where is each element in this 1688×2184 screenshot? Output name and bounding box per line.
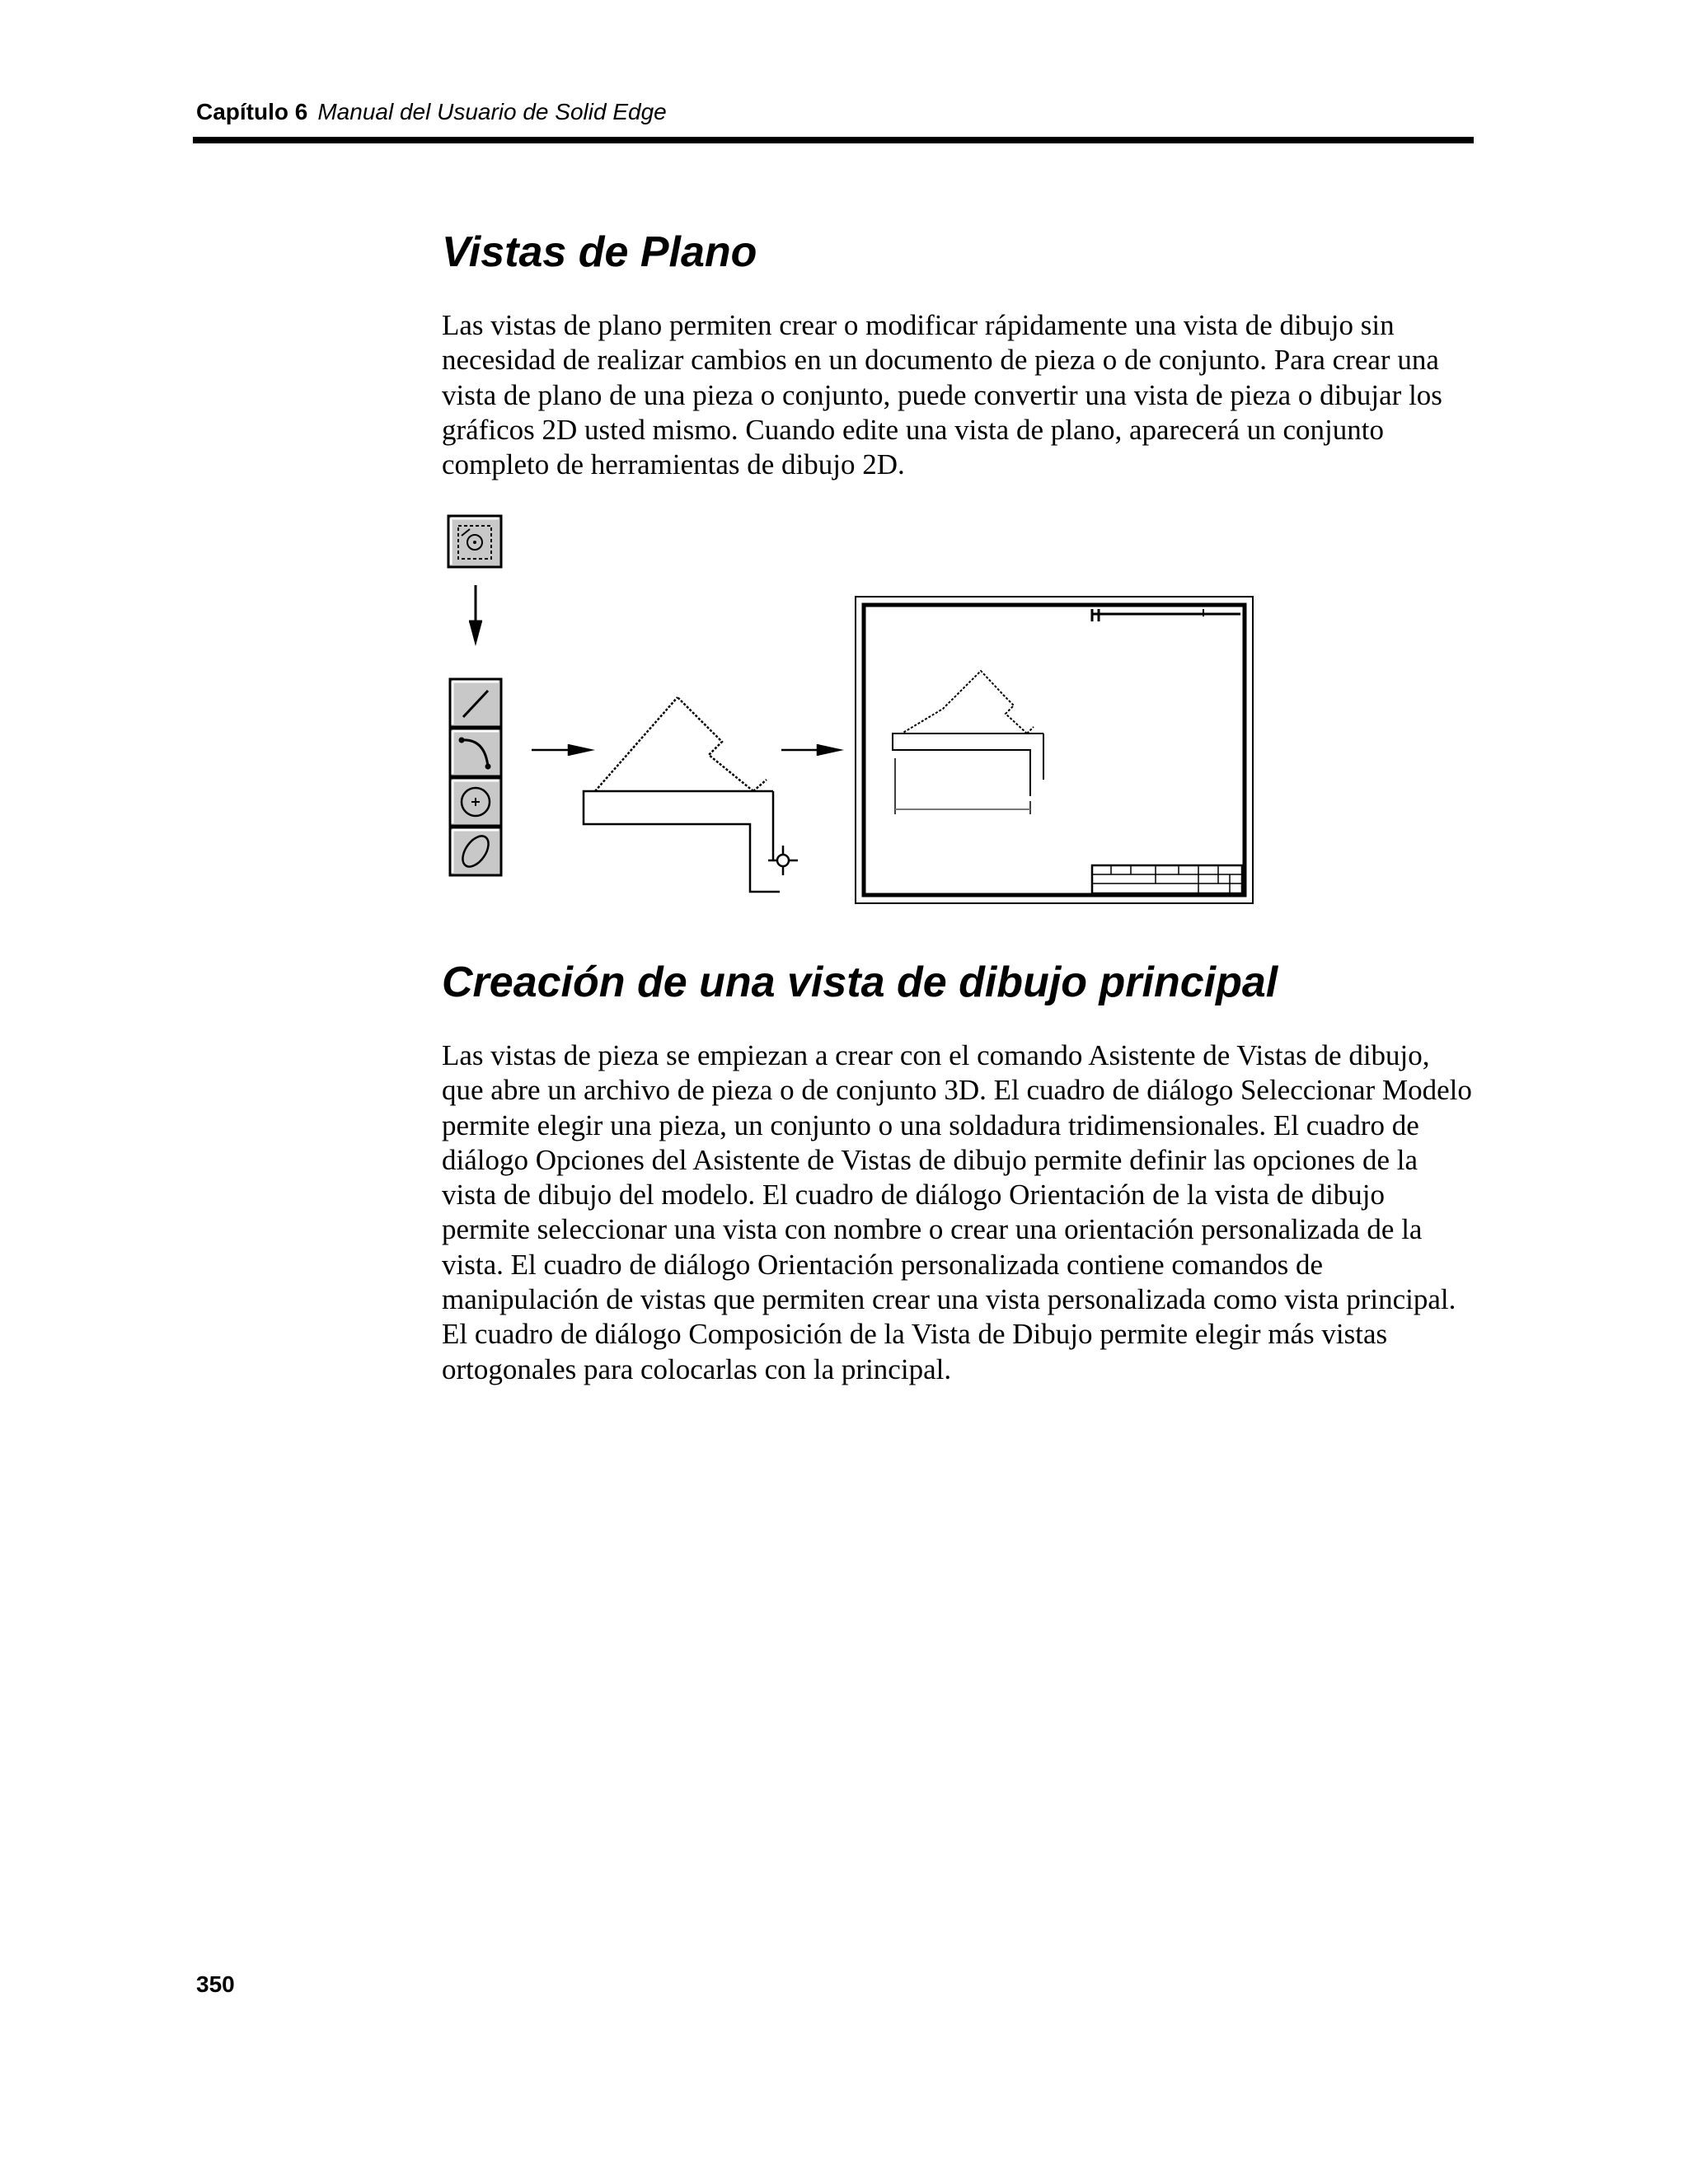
plan-view-figure — [437, 511, 1261, 907]
arc-icon — [450, 729, 501, 776]
page-number: 350 — [196, 1971, 235, 1997]
header-rule — [193, 137, 1474, 143]
running-header — [196, 97, 667, 127]
body-paragraph-creacion-vista-principal: Las vistas de pieza se empiezan a crear con el comando Asistente de Vistas de dibujo, que abre un archivo de pieza o de conjunto 3D. El cuadro de diálogo Seleccionar Modelo permite elegir una pieza, un conjunto o una soldadura tridimensionales. El cuadro de diálogo Opciones del Asistente de Vistas de dibujo permite definir las opciones de la vista de dibujo del modelo. El cuadro de diálogo Orientación de la vista de dibujo permite seleccionar una vista con nombre o crear una orientación personalizada de la vista. El cuadro de diálogo Orientación personalizada contiene comandos de manipulación de vistas que permiten crear una vista personalizada como vista principal. El cuadro de diálogo Composición de la Vista de Dibujo permite elegir más vistas ortogonales para colocarlas con la principal. — [442, 1039, 1472, 1385]
chapter-label: Capítulo 6 — [196, 99, 308, 124]
plan-view-icon — [448, 516, 501, 567]
right-arrow-icon — [781, 744, 844, 756]
body-paragraph-vistas-de-plano: Las vistas de plano permiten crear o modificar rápidamente una vista de dibujo sin necesidad de realizar cambios en un documento de pieza o de conjunto. Para crear una vista de plano de una pieza o conjunto, puede convertir una vista de pieza o dibujar los gráficos 2D usted mismo. Cuando edite una vista de plano, aparecerá un conjunto completo de herramientas de dibujo 2D. — [442, 309, 1442, 481]
right-arrow-icon — [532, 744, 595, 756]
drawing-sheet — [856, 597, 1253, 903]
ellipse-icon — [450, 827, 501, 875]
sketch-profile — [584, 697, 780, 892]
circle-icon — [450, 778, 501, 826]
section-heading-creacion-vista-principal: Creación de una vista de dibujo principal — [442, 958, 1278, 1006]
book-title: Manual del Usuario de Solid Edge — [317, 99, 667, 124]
down-arrow-icon — [469, 585, 482, 646]
drawing-toolbar — [450, 679, 501, 875]
line-icon — [450, 679, 501, 727]
section-heading-vistas-de-plano: Vistas de Plano — [442, 228, 757, 276]
